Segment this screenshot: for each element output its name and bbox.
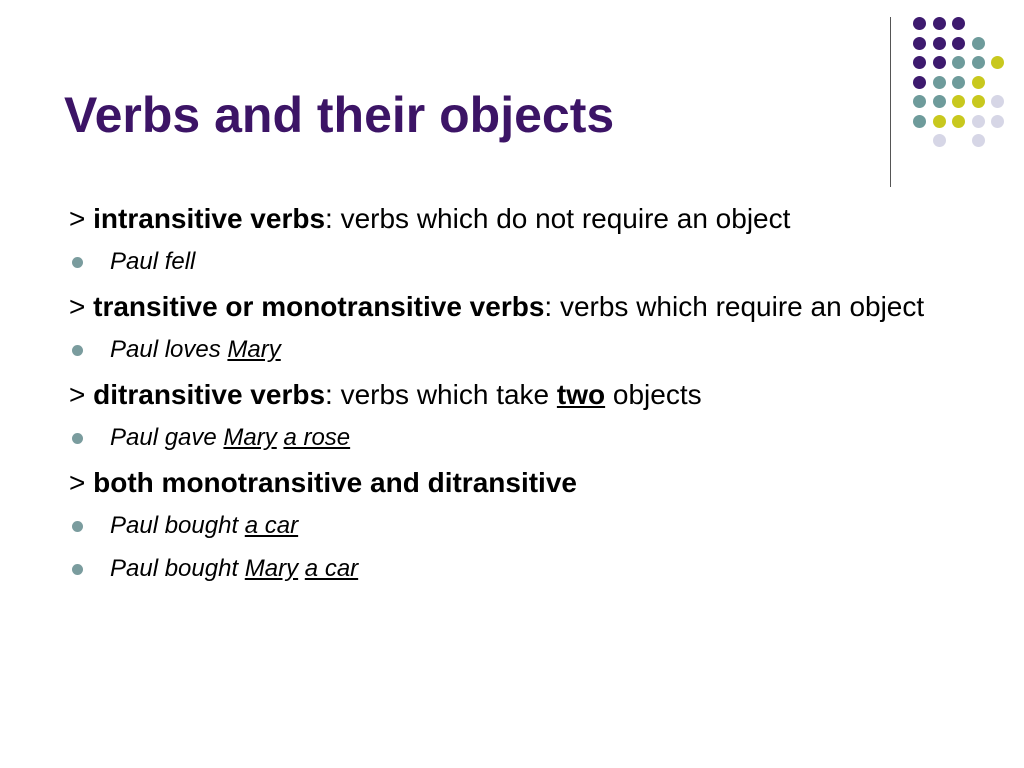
decorative-dot [952, 95, 965, 108]
bullet-icon [72, 433, 83, 444]
divider-line [890, 17, 891, 187]
slide-body [69, 200, 949, 595]
example-item [69, 245, 949, 278]
heading-term: transitive or monotransitive verbs [93, 291, 545, 322]
example-text: Paul bought [110, 555, 245, 582]
decorative-dot [991, 95, 1004, 108]
heading-prefix: > [69, 203, 94, 234]
decorative-dot [933, 76, 946, 89]
decorative-dot [952, 17, 965, 30]
heading-definition: : verbs which do not require an object [325, 203, 791, 234]
decorative-dot [972, 115, 985, 128]
decorative-dot [913, 76, 926, 89]
heading-prefix: > [69, 291, 94, 322]
bullet-icon [72, 345, 83, 356]
decorative-dot [913, 37, 926, 50]
decorative-dot [933, 134, 946, 147]
example-object: Mary [244, 555, 299, 582]
heading-prefix: > [69, 467, 94, 498]
example-text: Paul loves [110, 336, 228, 363]
decorative-dot [972, 134, 985, 147]
example-text: Paul gave [110, 424, 224, 451]
decorative-dot [913, 56, 926, 69]
decorative-dot [952, 56, 965, 69]
heading-prefix: > [69, 379, 94, 410]
decorative-dot [972, 95, 985, 108]
example-object: Mary [227, 336, 281, 363]
example-object: a rose [283, 424, 351, 451]
heading-definition: : verbs which require an object [544, 291, 925, 322]
example-item [69, 552, 949, 585]
example-item [69, 333, 949, 366]
decorative-dot [972, 56, 985, 69]
heading-term: intransitive verbs [93, 203, 326, 234]
example-object: a car [244, 512, 299, 539]
decorative-dot [933, 115, 946, 128]
heading-term: both monotransitive and ditransitive [93, 467, 577, 498]
heading-emphasis: two [556, 379, 606, 410]
heading-definition: : verbs which take [325, 379, 557, 410]
decorative-dot [933, 95, 946, 108]
slide-title: Verbs and their objects [64, 87, 615, 143]
decorative-dot [991, 115, 1004, 128]
example-text: Paul fell [110, 248, 196, 275]
example-item [69, 421, 949, 454]
bullet-icon [72, 257, 83, 268]
heading-term: ditransitive verbs [93, 379, 326, 410]
bullet-icon [72, 564, 83, 575]
decorative-dot [952, 37, 965, 50]
decorative-dot [913, 17, 926, 30]
decorative-dot [933, 37, 946, 50]
section-heading [69, 200, 949, 238]
example-object: Mary [223, 424, 277, 451]
decorative-dot [913, 115, 926, 128]
decorative-dot [972, 37, 985, 50]
decorative-dot [913, 95, 926, 108]
decorative-dot [972, 76, 985, 89]
decorative-dot [933, 56, 946, 69]
section-heading [69, 288, 949, 326]
section-heading [69, 376, 949, 414]
example-text [298, 555, 305, 582]
section-heading [69, 464, 949, 502]
example-text: Paul bought [110, 512, 245, 539]
decorative-dot [991, 56, 1004, 69]
heading-definition-end: objects [605, 379, 702, 410]
decorative-dot [952, 76, 965, 89]
example-item [69, 509, 949, 542]
bullet-icon [72, 521, 83, 532]
decorative-dot [952, 115, 965, 128]
decorative-dot [933, 17, 946, 30]
example-object: a car [304, 555, 359, 582]
